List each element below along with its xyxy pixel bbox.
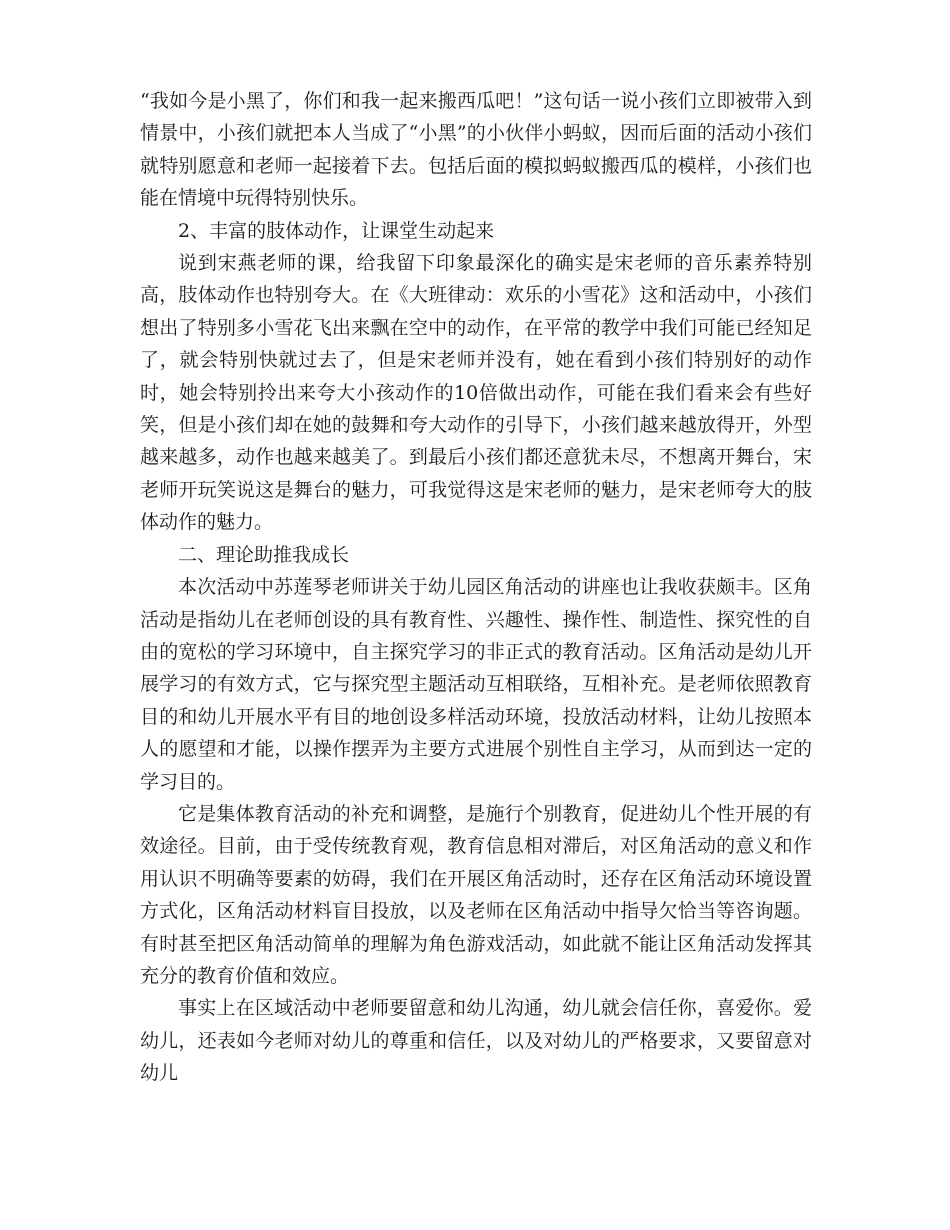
section-heading-body-movement: 2、丰富的肢体动作，让课堂生动起来 bbox=[178, 219, 495, 242]
paragraph-1: “我如今是小黑了，你们和我一起来搬西瓜吧！”这句话一说小孩们立即被带入到情景中，小孩们就把本人当成了“小黑”的小伙伴小蚂蚁，因而后面的活动小孩们就特别愿意和老师一起接着下去。包括后面的模拟蚂蚁搬西瓜的模样，小孩们也能在情境中玩得特别快乐。 bbox=[140, 90, 812, 210]
paragraph-5: 事实上在区域活动中老师要留意和幼儿沟通，幼儿就会信任你，喜爱你。爱幼儿，还表如今老师对幼儿的尊重和信任，以及对幼儿的严格要求，又要留意对幼儿 bbox=[140, 997, 812, 1085]
paragraph-4: 它是集体教育活动的补充和调整，是施行个别教育，促进幼儿个性开展的有效途径。目前，由于受传统教育观，教育信息相对滞后，对区角活动的意义和作用认识不明确等要素的妨碍，我们在开展区角活动时，还存在区角活动环境设置方式化，区角活动材料盲目投放，以及老师在区角活动中指导欠恰当等咨询题。有时甚至把区角活动简单的理解为角色游戏活动，如此就不能让区角活动发挥其充分的教育价值和效应。 bbox=[140, 802, 812, 987]
document-page bbox=[140, 85, 812, 1090]
paragraph-2: 说到宋燕老师的课，给我留下印象最深化的确实是宋老师的音乐素养特别高，肢体动作也特别夸大。在《大班律动：欢乐的小雪花》这和活动中，小孩们想出了特别多小雪花飞出来飘在空中的动作，在平常的教学中我们可能已经知足了，就会特别快就过去了，但是宋老师并没有，她在看到小孩们特别好的动作时，她会特别拎出来夸大小孩动作的10倍做出动作，可能在我们看来会有些好笑，但是小孩们却在她的鼓舞和夸大动作的引导下，小孩们越来越放得开，外型越来越多，动作也越来越美了。到最后小孩们都还意犹未尽，不想离开舞台，宋老师开玩笑说这是舞台的魅力，可我觉得这是宋老师的魅力，是宋老师夸大的肢体动作的魅力。 bbox=[140, 252, 812, 534]
section-heading-theory: 二、理论助推我成长 bbox=[178, 543, 350, 566]
paragraph-3: 本次活动中苏莲琴老师讲关于幼儿园区角活动的讲座也让我收获颇丰。区角活动是指幼儿在老师创设的具有教育性、兴趣性、操作性、制造性、探究性的自由的宽松的学习环境中，自主探究学习的非正式的教育活动。区角活动是幼儿开展学习的有效方式，它与探究型主题活动互相联络，互相补充。是老师依照教育目的和幼儿开展水平有目的地创设多样活动环境，投放活动材料，让幼儿按照本人的愿望和才能，以操作摆弄为主要方式进展个别性自主学习，从而到达一定的学习目的。 bbox=[140, 576, 812, 793]
